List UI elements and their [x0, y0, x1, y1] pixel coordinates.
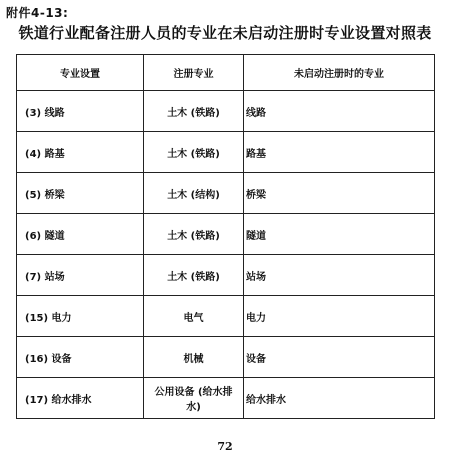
header-pre-registration-specialty: 未启动注册时的专业: [244, 55, 435, 91]
table-row: [17, 255, 435, 296]
cell-pre-registration-specialty: 隧道: [244, 214, 435, 255]
table-row: [17, 173, 435, 214]
cell-registered-specialty: 土木 (结构): [144, 173, 244, 214]
table-row: [17, 296, 435, 337]
cell-pre-registration-specialty: 线路: [244, 91, 435, 132]
cell-registered-specialty: 土木 (铁路): [144, 132, 244, 173]
cell-pre-registration-specialty: 电力: [244, 296, 435, 337]
cell-pre-registration-specialty: 给水排水: [244, 378, 435, 419]
cell-specialty-setting: (17) 给水排水: [17, 378, 144, 419]
cell-pre-registration-specialty: 设备: [244, 337, 435, 378]
table-row: [17, 378, 435, 419]
cell-specialty-setting: (3) 线路: [17, 91, 144, 132]
document-title: 铁道行业配备注册人员的专业在未启动注册时专业设置对照表: [18, 24, 432, 42]
table-row: [17, 132, 435, 173]
table-header-row: [17, 55, 435, 91]
specialty-comparison-table: [16, 54, 435, 419]
header-specialty-setting: 专业设置: [17, 55, 144, 91]
cell-registered-specialty: 土木 (铁路): [144, 214, 244, 255]
cell-registered-specialty: 电气: [144, 296, 244, 337]
cell-specialty-setting: (4) 路基: [17, 132, 144, 173]
cell-specialty-setting: (7) 站场: [17, 255, 144, 296]
cell-pre-registration-specialty: 桥梁: [244, 173, 435, 214]
table-row: [17, 337, 435, 378]
cell-specialty-setting: (6) 隧道: [17, 214, 144, 255]
table-row: [17, 91, 435, 132]
cell-registered-specialty: 土木 (铁路): [144, 255, 244, 296]
attachment-label: 附件4-13:: [6, 6, 69, 20]
cell-specialty-setting: (15) 电力: [17, 296, 144, 337]
cell-specialty-setting: (5) 桥梁: [17, 173, 144, 214]
cell-pre-registration-specialty: 路基: [244, 132, 435, 173]
header-registered-specialty: 注册专业: [144, 55, 244, 91]
cell-pre-registration-specialty: 站场: [244, 255, 435, 296]
cell-registered-specialty: 机械: [144, 337, 244, 378]
cell-registered-specialty: 土木 (铁路): [144, 91, 244, 132]
cell-specialty-setting: (16) 设备: [17, 337, 144, 378]
page-number: 72: [217, 440, 233, 453]
table-row: [17, 214, 435, 255]
cell-registered-specialty: 公用设备 (给水排水): [144, 378, 244, 419]
